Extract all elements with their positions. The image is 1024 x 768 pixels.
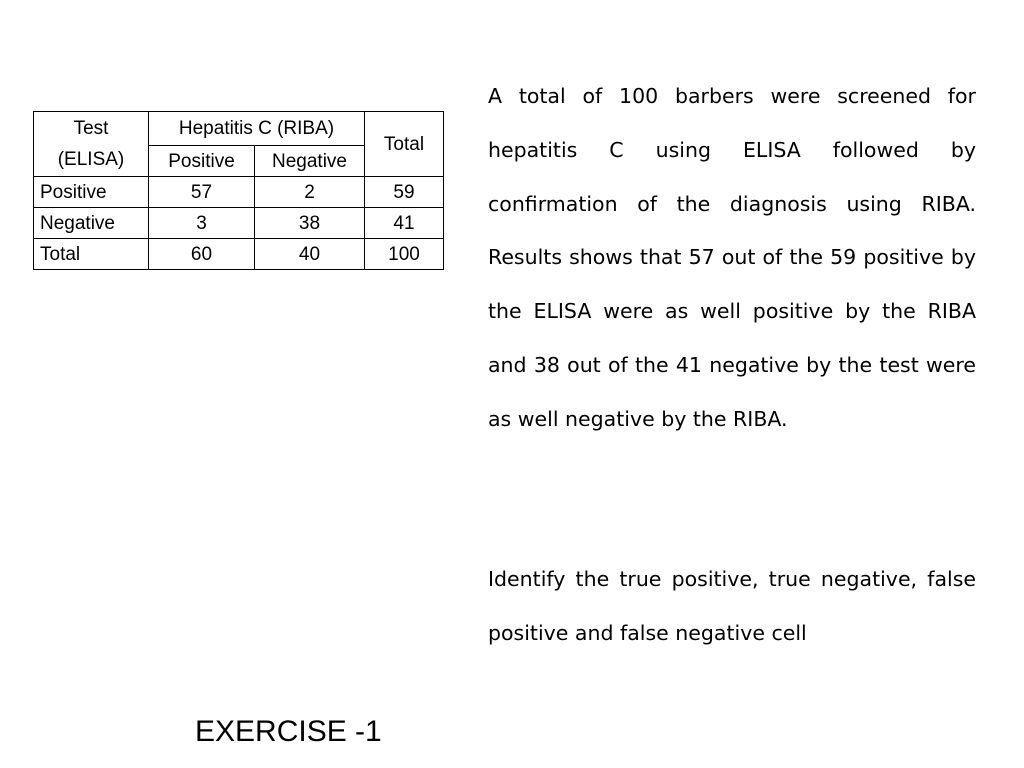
- total-column-header: Total: [365, 112, 444, 177]
- table-header-row: [34, 112, 444, 146]
- test-elisa-header: [34, 112, 149, 177]
- table-row: [34, 208, 444, 239]
- hepatitis-riba-header: Hepatitis C (RIBA): [149, 112, 365, 146]
- row-label: Positive: [34, 177, 149, 208]
- cell-value: 3: [149, 208, 255, 239]
- riba-negative-header: Negative: [255, 146, 365, 177]
- question-paragraph: Identify the true positive, true negative, false positive and false negative cell: [488, 567, 976, 645]
- cell-value: 40: [255, 239, 365, 270]
- test-label-line2: (ELISA): [57, 149, 125, 170]
- cell-value: 57: [149, 177, 255, 208]
- cell-value: 100: [365, 239, 444, 270]
- description-paragraph: A total of 100 barbers were screened for hepatitis C using ELISA followed by confirmation of the diagnosis using RIBA. Results shows that 57 out of the 59 positive by the ELISA were as well positive by the RIBA and 38 out of the 41 negative by the test were as well negative by the RIBA.: [488, 84, 976, 431]
- cell-value: 41: [365, 208, 444, 239]
- riba-positive-header: Positive: [149, 146, 255, 177]
- row-label: Negative: [34, 208, 149, 239]
- exercise-title: EXERCISE -1: [195, 715, 382, 748]
- test-label-line1: Test: [73, 118, 109, 139]
- cell-value: 60: [149, 239, 255, 270]
- cell-value: 2: [255, 177, 365, 208]
- cell-value: 59: [365, 177, 444, 208]
- table-row: [34, 177, 444, 208]
- contingency-table: [33, 111, 444, 270]
- cell-value: 38: [255, 208, 365, 239]
- row-label: Total: [34, 239, 149, 270]
- table-row: [34, 239, 444, 270]
